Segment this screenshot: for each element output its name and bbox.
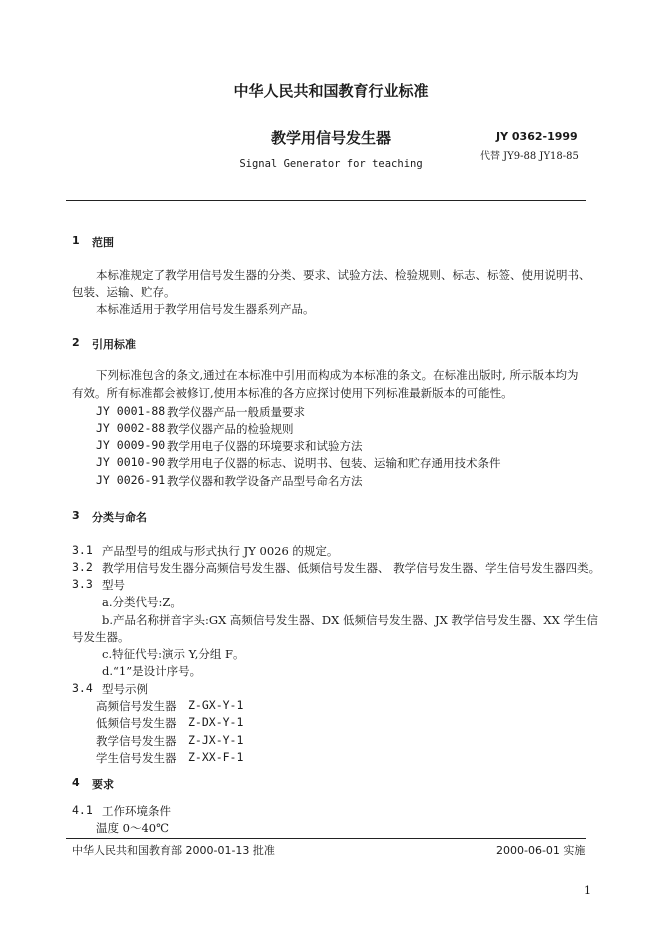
implementation-date: 2000-06-01 实施 <box>496 844 586 857</box>
section-4-heading: 要求 <box>92 778 114 791</box>
clause-3-3-item-d: d.“1”是设计序号。 <box>102 664 202 678</box>
reference-title: 教学仪器和教学设备产品型号命名方法 <box>167 474 363 488</box>
clause-3-1-text: 产品型号的组成与形式执行 JY 0026 的规定。 <box>102 544 339 558</box>
reference-title: 教学用电子仪器的环境要求和试验方法 <box>167 439 363 453</box>
clause-3-3-item-b-line-2: 号发生器。 <box>72 630 130 644</box>
clause-3-2-number: 3.2 <box>72 560 93 574</box>
example-model: Z-JX-Y-1 <box>188 733 244 747</box>
reference-title: 教学仪器产品的检验规则 <box>167 422 294 436</box>
english-title: Signal Generator for teaching <box>239 158 423 170</box>
example-name: 教学信号发生器 <box>96 734 177 748</box>
clause-3-3-item-a: a.分类代号:Z。 <box>102 595 182 609</box>
issuer-approval: 中华人民共和国教育部 2000-01-13 批准 <box>72 844 275 857</box>
clause-3-4-number: 3.4 <box>72 681 93 695</box>
clause-3-1-number: 3.1 <box>72 543 93 557</box>
temperature-range: 温度 0～40℃ <box>96 821 169 835</box>
clause-3-3-item-b-line-1: b.产品名称拼音字头:GX 高频信号发生器、DX 低频信号发生器、JX 教学信号发生器、XX 学生信 <box>102 613 598 627</box>
example-model: Z-XX-F-1 <box>188 750 244 764</box>
standard-category: 中华人民共和国教育行业标准 <box>233 82 429 100</box>
example-model: Z-DX-Y-1 <box>188 715 244 729</box>
section-1-number: 1 <box>72 234 80 247</box>
reference-title: 教学仪器产品一般质量要求 <box>167 405 305 419</box>
example-model: Z-GX-Y-1 <box>188 698 244 712</box>
section-2-number: 2 <box>72 336 80 349</box>
section-1-paragraph-2: 本标准适用于教学用信号发生器系列产品。 <box>96 302 315 316</box>
clause-3-3-item-c: c.特征代号:演示 Y,分组 F。 <box>102 647 245 661</box>
footer-divider <box>66 838 586 839</box>
clause-4-1-text: 工作环境条件 <box>102 804 171 818</box>
section-3-heading: 分类与命名 <box>92 511 147 524</box>
reference-code: JY 0001-88 <box>96 404 166 418</box>
document-title: 教学用信号发生器 <box>270 129 391 147</box>
page-number: 1 <box>584 884 591 897</box>
clause-3-4-text: 型号示例 <box>102 682 148 696</box>
clause-3-2-text: 教学用信号发生器分高频信号发生器、低频信号发生器、 教学信号发生器、学生信号发生器四类。 <box>102 561 601 575</box>
reference-code: JY 0009-90 <box>96 438 166 452</box>
example-name: 学生信号发生器 <box>96 751 177 765</box>
reference-code: JY 0002-88 <box>96 421 166 435</box>
clause-3-3-number: 3.3 <box>72 577 93 591</box>
section-2-heading: 引用标准 <box>92 338 136 351</box>
standard-code: JY 0362-1999 <box>496 130 578 143</box>
section-1-paragraph-1-line-1: 本标准规定了教学用信号发生器的分类、要求、试验方法、检验规则、标志、标签、使用说明书、 <box>96 268 591 282</box>
example-name: 低频信号发生器 <box>96 716 177 730</box>
section-2-paragraph-line-1: 下列标准包含的条文,通过在本标准中引用而构成为本标准的条文。在标准出版时, 所示版本均为 <box>96 368 579 382</box>
section-1-heading: 范围 <box>92 236 114 249</box>
reference-code: JY 0010-90 <box>96 455 166 469</box>
section-3-number: 3 <box>72 509 80 522</box>
reference-code: JY 0026-91 <box>96 473 166 487</box>
replaces-note: 代替 JY9-88 JY18-85 <box>480 151 579 162</box>
reference-title: 教学用电子仪器的标志、说明书、包装、运输和贮存通用技术条件 <box>167 456 501 470</box>
clause-3-3-text: 型号 <box>102 578 125 592</box>
section-2-paragraph-line-2: 有效。所有标准都会被修订,使用本标准的各方应探讨使用下列标准最新版本的可能性。 <box>72 386 513 400</box>
example-name: 高频信号发生器 <box>96 699 177 713</box>
section-1-paragraph-1-line-2: 包装、运输、贮存。 <box>72 285 176 299</box>
header-divider <box>66 200 586 201</box>
section-4-number: 4 <box>72 776 80 789</box>
clause-4-1-number: 4.1 <box>72 803 93 817</box>
